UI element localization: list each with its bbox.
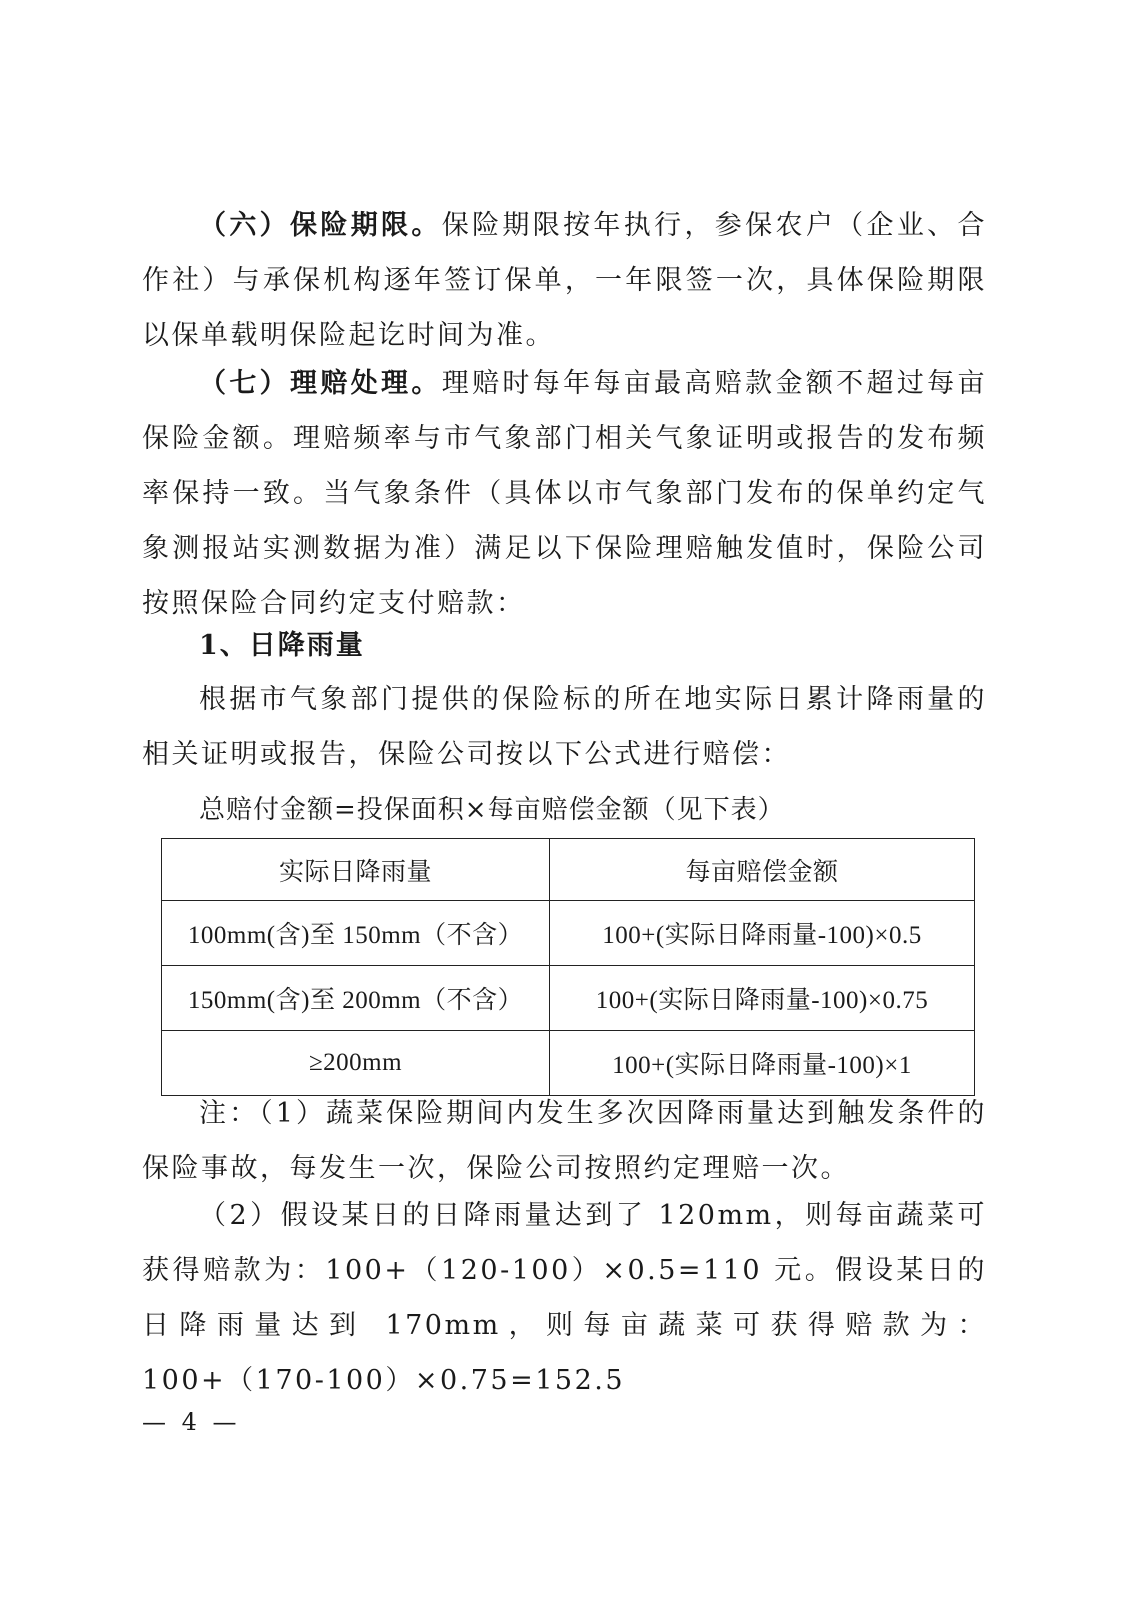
compensation-table	[161, 838, 975, 1096]
rainfall-range-cell: ≥200mm	[162, 1031, 550, 1096]
section-six-paragraph	[142, 198, 987, 363]
column-header-compensation: 每亩赔偿金额	[550, 839, 975, 901]
table-header-row	[162, 839, 975, 901]
table-row	[162, 901, 975, 966]
note-2: （2）假设某日的日降雨量达到了 120mm，则每亩蔬菜可获得赔款为：100+（120-100）×0.5=110 元。假设某日的日降雨量达到 170mm，则每亩蔬菜可获得赔款为：100+（170-100）×0.75=152.5	[142, 1200, 987, 1396]
compensation-cell: 100+(实际日降雨量-100)×1	[550, 1031, 975, 1096]
compensation-cell: 100+(实际日降雨量-100)×0.5	[550, 901, 975, 966]
section-six-title: （六）保险期限。	[199, 210, 442, 241]
section-seven-body: 理赔时每年每亩最高赔款金额不超过每亩保险金额。理赔频率与市气象部门相关气象证明或报告的发布频率保持一致。当气象条件（具体以市气象部门发布的保单约定气象测报站实测数据为准）满足以下保险理赔触发值时，保险公司按照保险合同约定支付赔款：	[142, 368, 988, 619]
table-row	[162, 966, 975, 1031]
page-number: — 4 —	[142, 1408, 241, 1436]
rainfall-range-cell: 150mm(含)至 200mm（不含）	[162, 966, 550, 1031]
section-six-body: 保险期限按年执行，参保农户（企业、合作社）与承保机构逐年签订保单，一年限签一次，具体保险期限以保单载明保险起讫时间为准。	[142, 210, 988, 351]
section-seven-title: （七）理赔处理。	[199, 368, 442, 399]
compensation-cell: 100+(实际日降雨量-100)×0.75	[550, 966, 975, 1031]
compensation-formula: 总赔付金额=投保面积×每亩赔偿金额（见下表）	[199, 795, 785, 825]
subsection-1-heading: 1、日降雨量	[199, 630, 365, 661]
subsection-1-body: 根据市气象部门提供的保险标的所在地实际日累计降雨量的相关证明或报告，保险公司按以下公式进行赔偿：	[142, 684, 987, 770]
note-1: 注：（1）蔬菜保险期间内发生多次因降雨量达到触发条件的保险事故，每发生一次，保险公司按照约定理赔一次。	[142, 1098, 987, 1184]
column-header-rainfall: 实际日降雨量	[162, 839, 550, 901]
rainfall-range-cell: 100mm(含)至 150mm（不含）	[162, 901, 550, 966]
section-seven-paragraph	[142, 356, 987, 631]
